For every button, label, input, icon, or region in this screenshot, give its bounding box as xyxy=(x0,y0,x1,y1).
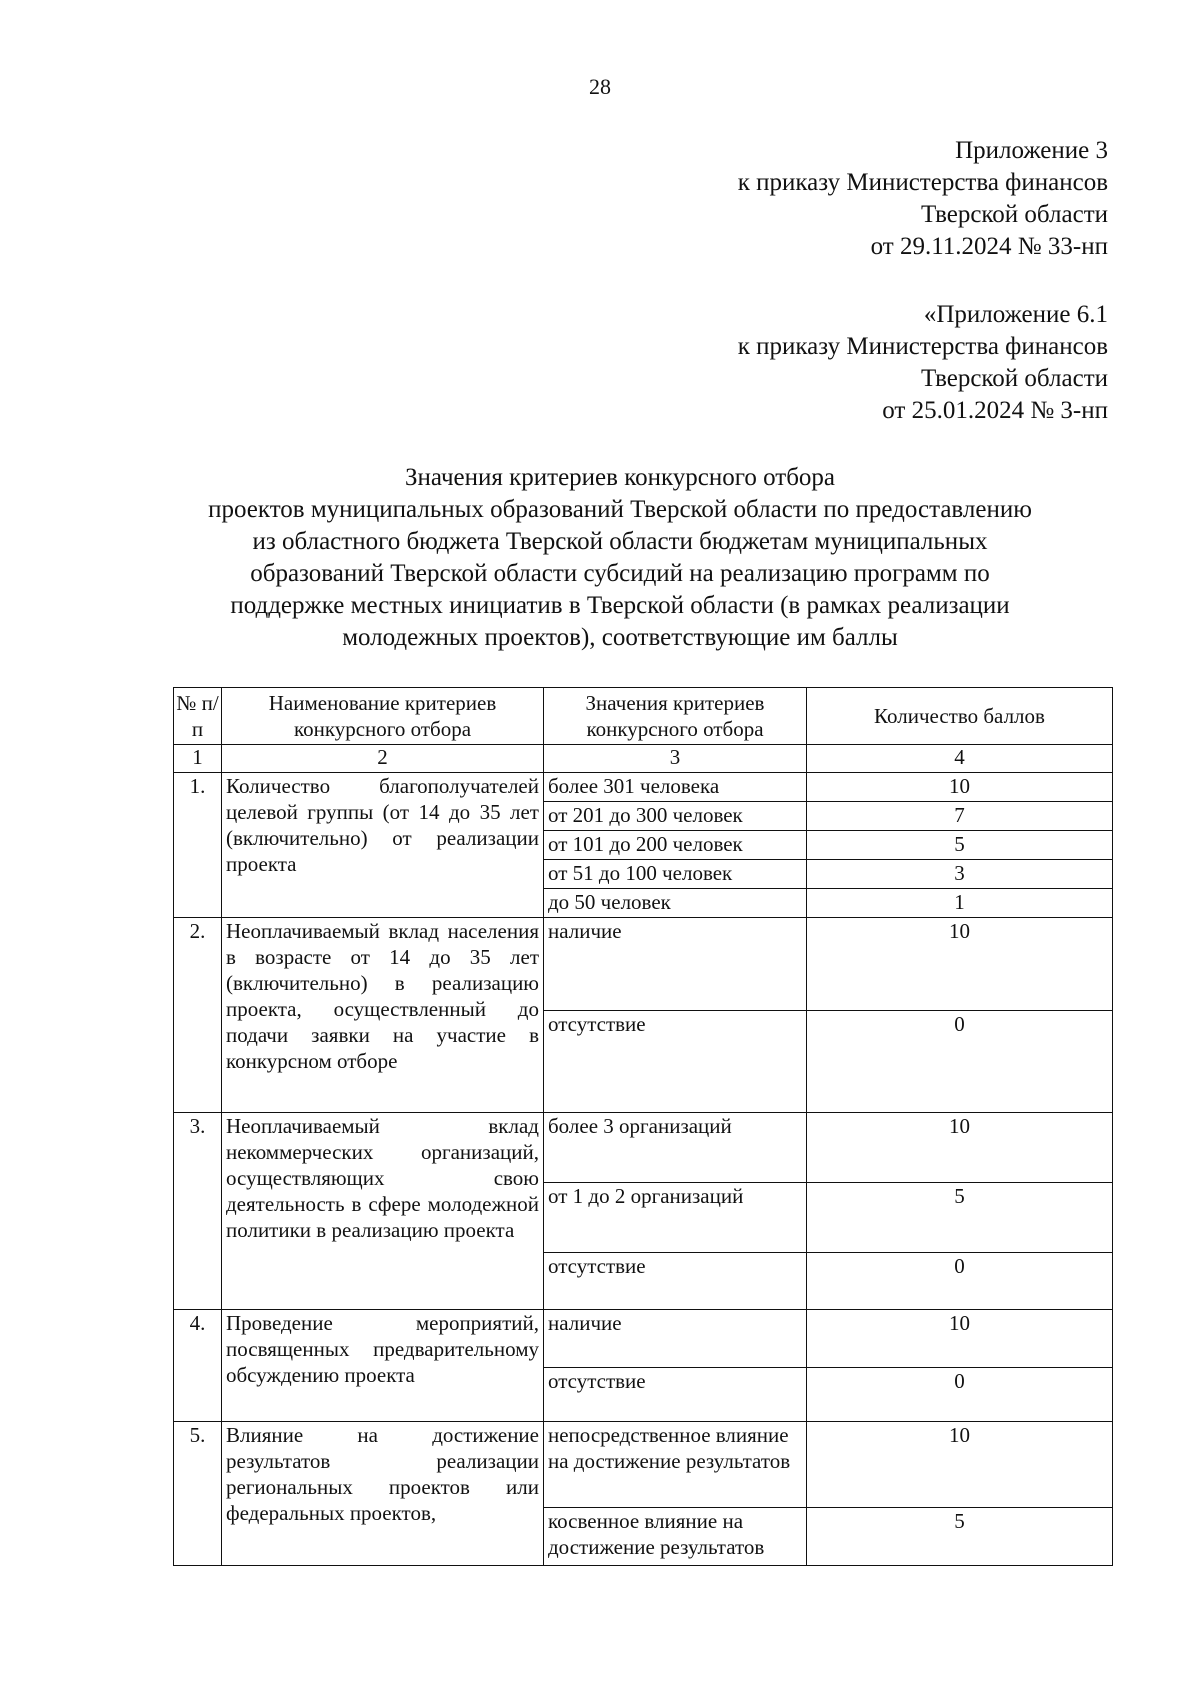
criterion-name: Влияние на достижение результатов реализации региональных проектов или федеральных проектов, xyxy=(222,1422,544,1566)
header-criterion-value: Значения критериев конкурсного отбора xyxy=(544,688,807,745)
criterion-value: более 3 организаций xyxy=(544,1113,807,1183)
score-value: 3 xyxy=(807,860,1113,889)
criterion-value: от 101 до 200 человек xyxy=(544,831,807,860)
score-value: 10 xyxy=(807,1422,1113,1508)
table-row xyxy=(174,1422,1113,1508)
title-line: проектов муниципальных образований Тверской области по предоставлению xyxy=(208,496,1032,523)
column-number-row xyxy=(174,745,1113,773)
annex-line: к приказу Министерства финансов xyxy=(737,333,1108,360)
table-row xyxy=(174,918,1113,1011)
criterion-name: Неоплачиваемый вклад некоммерческих организаций, осуществляющих свою деятельность в сфере молодежной политики в реализацию проекта xyxy=(222,1113,544,1310)
criterion-value: более 301 человека xyxy=(544,773,807,802)
annex-6-1-reference xyxy=(738,299,1108,427)
title-line: образований Тверской области субсидий на реализацию программ по xyxy=(250,560,990,587)
score-value: 0 xyxy=(807,1253,1113,1310)
title-line: Значения критериев конкурсного отбора xyxy=(404,464,836,491)
annex-line: Приложение 3 xyxy=(955,137,1108,164)
criterion-value: отсутствие xyxy=(544,1368,807,1422)
annex-line: Тверской области xyxy=(921,365,1108,392)
header-score: Количество баллов xyxy=(807,688,1113,745)
criterion-value: от 1 до 2 организаций xyxy=(544,1183,807,1253)
score-value: 5 xyxy=(807,1183,1113,1253)
score-value: 0 xyxy=(807,1011,1113,1113)
table-row xyxy=(174,773,1113,802)
criteria-table xyxy=(173,687,1113,1566)
row-number: 4. xyxy=(174,1310,222,1422)
score-value: 1 xyxy=(807,889,1113,918)
header-number: № п/п xyxy=(174,688,222,745)
annex-3-reference xyxy=(738,135,1108,263)
page-number: 28 xyxy=(589,74,611,99)
criterion-value: отсутствие xyxy=(544,1253,807,1310)
criterion-name: Проведение мероприятий, посвященных предварительному обсуждению проекта xyxy=(222,1310,544,1422)
score-value: 10 xyxy=(807,918,1113,1011)
score-value: 10 xyxy=(807,773,1113,802)
score-value: 0 xyxy=(807,1368,1113,1422)
criterion-name: Количество благополучателей целевой группы (от 14 до 35 лет (включительно) от реализации проекта xyxy=(222,773,544,918)
score-value: 5 xyxy=(807,1508,1113,1566)
criterion-name: Неоплачиваемый вклад населения в возрасте от 14 до 35 лет (включительно) в реализацию проекта, осуществленный до подачи заявки на участие в конкурсном отборе xyxy=(222,918,544,1113)
column-number: 3 xyxy=(544,745,807,773)
column-number: 2 xyxy=(222,745,544,773)
criterion-value: до 50 человек xyxy=(544,889,807,918)
annex-line: от 25.01.2024 № 3-нп xyxy=(882,397,1108,424)
title-line: молодежных проектов), соответствующие им баллы xyxy=(342,624,898,651)
document-title xyxy=(120,462,1120,654)
score-value: 10 xyxy=(807,1113,1113,1183)
table-row xyxy=(174,1310,1113,1368)
column-number: 4 xyxy=(807,745,1113,773)
row-number: 2. xyxy=(174,918,222,1113)
score-value: 10 xyxy=(807,1310,1113,1368)
column-number: 1 xyxy=(174,745,222,773)
score-value: 5 xyxy=(807,831,1113,860)
annex-line: Тверской области xyxy=(921,201,1108,228)
criterion-value: от 201 до 300 человек xyxy=(544,802,807,831)
score-value: 7 xyxy=(807,802,1113,831)
title-line: поддержке местных инициатив в Тверской области (в рамках реализации xyxy=(230,592,1010,619)
annex-line: от 29.11.2024 № 33-нп xyxy=(870,233,1108,260)
annex-line: «Приложение 6.1 xyxy=(923,301,1108,328)
criterion-value: непосредственное влияние на достижение результатов xyxy=(544,1422,807,1508)
header-criterion-name: Наименование критериев конкурсного отбора xyxy=(222,688,544,745)
table-header-row xyxy=(174,688,1113,745)
criterion-value: от 51 до 100 человек xyxy=(544,860,807,889)
table-row xyxy=(174,1113,1113,1183)
annex-line: к приказу Министерства финансов xyxy=(737,169,1108,196)
criterion-value: наличие xyxy=(544,1310,807,1368)
row-number: 1. xyxy=(174,773,222,918)
criterion-value: косвенное влияние на достижение результатов xyxy=(544,1508,807,1566)
row-number: 3. xyxy=(174,1113,222,1310)
criterion-value: отсутствие xyxy=(544,1011,807,1113)
row-number: 5. xyxy=(174,1422,222,1566)
title-line: из областного бюджета Тверской области бюджетам муниципальных xyxy=(252,528,988,555)
criterion-value: наличие xyxy=(544,918,807,1011)
